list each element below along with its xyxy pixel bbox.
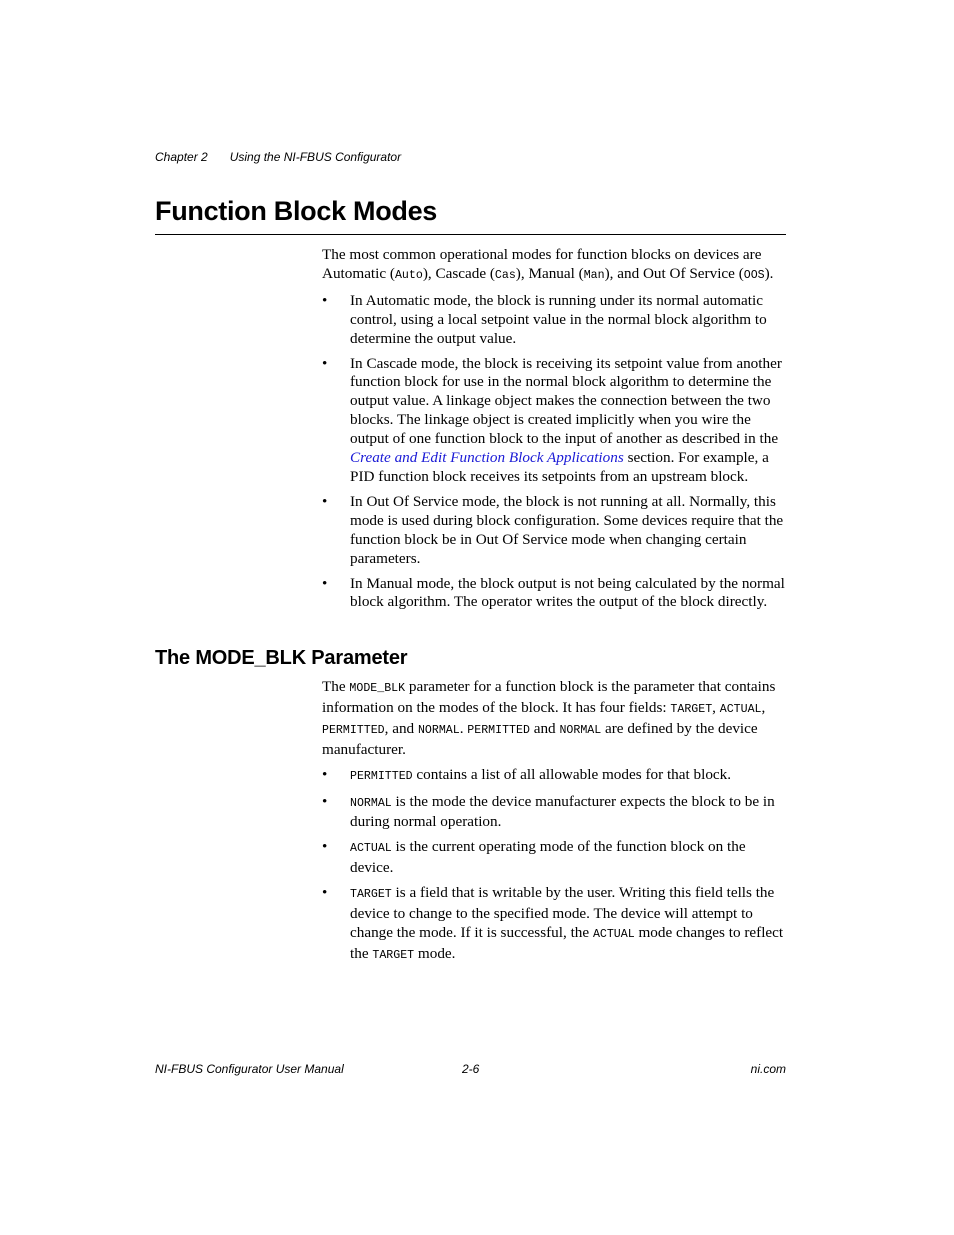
footer-url: ni.com	[750, 1062, 786, 1076]
bullet: •	[322, 792, 328, 810]
list-item-target: • TARGET is a field that is writable by the user. Writing this field tells the device to change to the specified mode. The device will attempt to change the mode. If it is successful, the ACTUAL mode changes to reflect the TARGET mode.	[322, 884, 784, 962]
list-item-automatic: • In Automatic mode, the block is running under its normal automatic control, using a local setpoint value in the normal block algorithm to determine the output value.	[322, 291, 767, 347]
list-item-out-of-service: • In Out Of Service mode, the block is not running at all. Normally, this mode is used during block configuration. Some devices require that the function block be in Out Of Service mode when changing certain parameters.	[322, 492, 784, 567]
intro-paragraph: The most common operational modes for function blocks on devices are Automatic (Auto), Cascade (Cas), Manual (Man), and Out Of Service (OOS).	[322, 246, 774, 282]
field-list	[322, 766, 786, 966]
footer-manual-title: NI-FBUS Configurator User Manual	[155, 1062, 344, 1076]
code-man: Man	[583, 268, 605, 282]
section-heading-mode-blk: The MODE_BLK Parameter	[155, 647, 408, 669]
section2-body	[322, 678, 786, 966]
bullet: •	[322, 492, 328, 510]
heading-rule	[155, 234, 786, 235]
code-oos: OOS	[743, 268, 765, 282]
code-auto: Auto	[394, 268, 423, 282]
section1-body	[322, 246, 786, 612]
list-item-manual: • In Manual mode, the block output is not being calculated by the normal block algorithm. The operator writes the output of the block directly.	[322, 574, 785, 611]
mode-list	[322, 292, 786, 613]
list-item-permitted: • PERMITTED contains a list of all allowable modes for that block.	[322, 765, 732, 783]
bullet: •	[322, 884, 328, 902]
bullet: •	[322, 291, 328, 309]
bullet: •	[322, 354, 328, 372]
bullet: •	[322, 574, 328, 592]
list-item-cascade: • In Cascade mode, the block is receiving its setpoint value from another function block for use in the normal block algorithm to determine the output value. A linkage object makes the connection between the two blocks. The linkage object is created implicitly when you wire the output of one function block to the input of another as described in the Create and Edit Function Block Applications section. For example, a PID function block receives its setpoints from an upstream block.	[322, 354, 782, 485]
page-number: 2-6	[462, 1062, 480, 1076]
running-header	[155, 150, 401, 164]
list-item-normal: • NORMAL is the mode the device manufacturer expects the block to be in during normal operation.	[322, 792, 775, 831]
list-item-actual: • ACTUAL is the current operating mode of the function block on the device.	[322, 838, 746, 877]
code-cas: Cas	[494, 268, 516, 282]
mode-blk-paragraph: The MODE_BLK parameter for a function block is the parameter that contains information on the modes of the block. It has four fields: TARGET, ACTUAL, PERMITTED, and NORMAL. PERMITTED and NORMAL are defined by the device manufacturer.	[322, 678, 776, 758]
bullet: •	[322, 765, 328, 783]
chapter-title: Using the NI-FBUS Configurator	[229, 150, 402, 164]
bullet: •	[322, 838, 328, 856]
chapter-label: Chapter 2	[155, 150, 208, 164]
section-heading-function-block-modes: Function Block Modes	[155, 196, 438, 226]
cross-reference-link[interactable]: Create and Edit Function Block Applications	[350, 449, 624, 467]
